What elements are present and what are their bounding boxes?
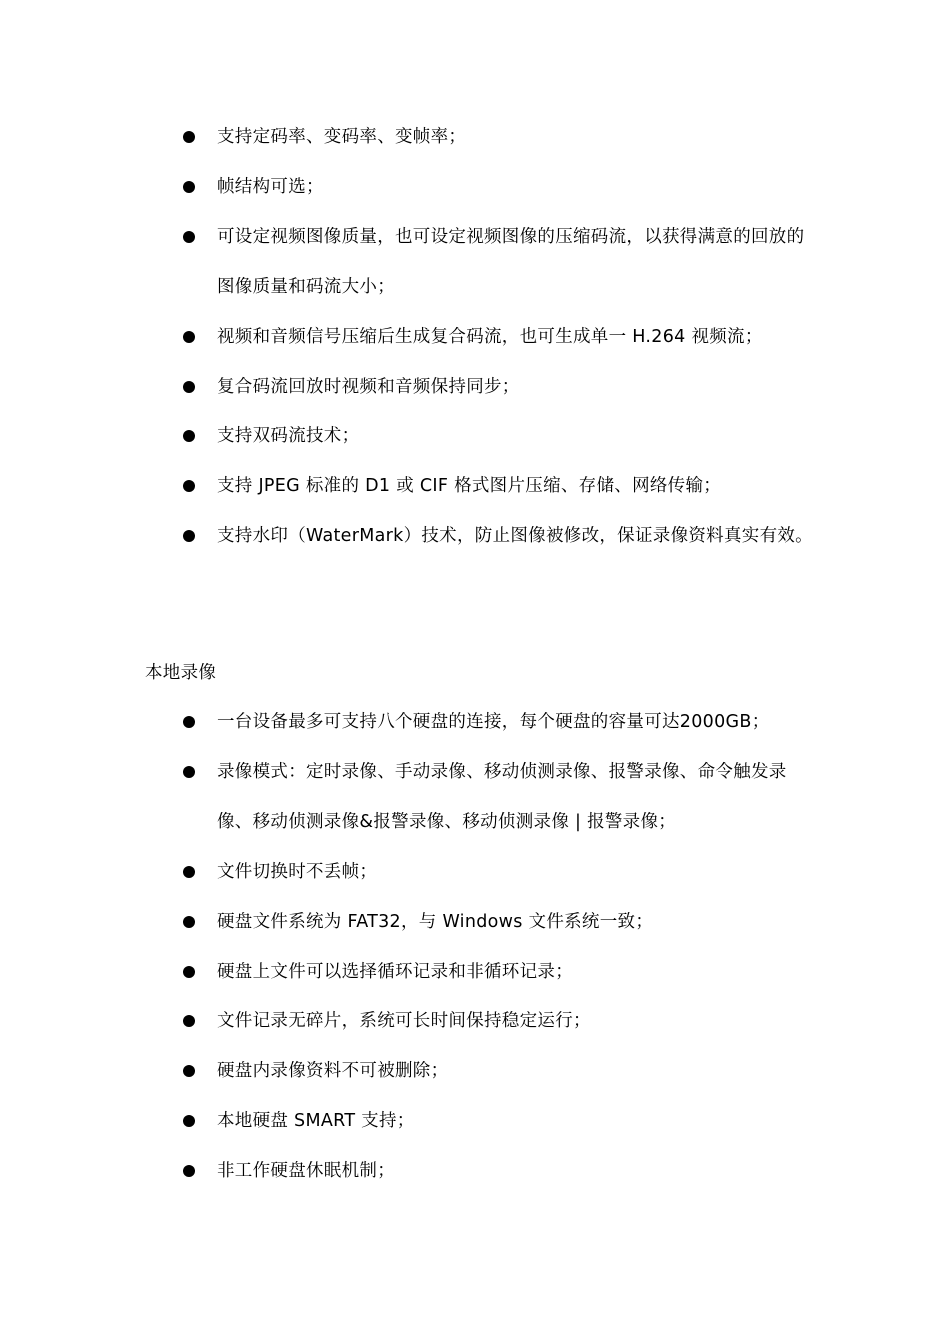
list-item-text: 支持水印（WaterMark）技术，防止图像被修改，保证录像资料真实有效。 bbox=[217, 526, 813, 547]
bullet-icon bbox=[183, 331, 195, 343]
bullet-icon bbox=[183, 916, 195, 928]
list-item bbox=[0, 997, 817, 1047]
list-item-text: 文件记录无碎片，系统可长时间保持稳定运行； bbox=[217, 1011, 591, 1032]
list-item bbox=[0, 313, 817, 363]
list-item-text: 本地硬盘 SMART 支持； bbox=[217, 1111, 415, 1132]
list-item-text: 支持定码率、变码率、变帧率； bbox=[217, 127, 467, 147]
list-item-text: 复合码流回放时视频和音频保持同步； bbox=[217, 376, 520, 397]
bullet-icon bbox=[183, 430, 195, 442]
list-item bbox=[0, 698, 817, 748]
bullet-icon bbox=[183, 181, 195, 193]
list-item-text: 文件切换时不丢帧； bbox=[217, 861, 378, 882]
list-item bbox=[0, 948, 817, 998]
bullet-icon bbox=[183, 866, 195, 878]
bullet-icon bbox=[183, 480, 195, 492]
list-item-text: 帧结构可选； bbox=[217, 176, 324, 197]
bullet-icon bbox=[183, 131, 195, 143]
list-item-text: 一台设备最多可支持八个硬盘的连接，每个硬盘的容量可达2000GB； bbox=[217, 712, 770, 732]
list-item-text: 可设定视频图像质量，也可设定视频图像的压缩码流，以获得满意的回放的图像质量和码流大小； bbox=[217, 226, 805, 297]
feature-list-local-recording bbox=[0, 698, 950, 1197]
list-item bbox=[0, 113, 817, 163]
bullet-icon bbox=[183, 1015, 195, 1027]
list-item-text: 硬盘文件系统为 FAT32，与 Windows 文件系统一致； bbox=[217, 911, 654, 932]
bullet-icon bbox=[183, 1065, 195, 1077]
list-item bbox=[0, 848, 817, 898]
list-item-text: 视频和音频信号压缩后生成复合码流，也可生成单一 H.264 视频流； bbox=[217, 326, 763, 347]
list-item bbox=[0, 1097, 817, 1147]
list-item bbox=[0, 898, 817, 948]
bullet-icon bbox=[183, 1165, 195, 1177]
list-item bbox=[0, 512, 817, 562]
section-heading: 本地录像 bbox=[145, 663, 217, 683]
list-item-text: 支持双码流技术； bbox=[217, 426, 360, 447]
list-item bbox=[0, 1047, 817, 1097]
list-item bbox=[0, 363, 817, 413]
bullet-icon bbox=[183, 1115, 195, 1127]
list-item bbox=[0, 412, 817, 462]
bullet-icon bbox=[183, 381, 195, 393]
list-item-text: 支持 JPEG 标准的 D1 或 CIF 格式图片压缩、存储、网络传输； bbox=[217, 476, 722, 497]
list-item bbox=[0, 213, 817, 313]
list-item bbox=[0, 748, 817, 848]
bullet-icon bbox=[183, 766, 195, 778]
list-item-text: 非工作硬盘休眠机制； bbox=[217, 1161, 395, 1182]
feature-list-compression bbox=[0, 113, 950, 562]
bullet-icon bbox=[183, 231, 195, 243]
bullet-icon bbox=[183, 966, 195, 978]
list-item-text: 硬盘内录像资料不可被删除； bbox=[217, 1061, 449, 1082]
bullet-icon bbox=[183, 716, 195, 728]
list-item bbox=[0, 1147, 817, 1197]
list-item bbox=[0, 163, 817, 213]
list-item-text: 硬盘上文件可以选择循环记录和非循环记录； bbox=[217, 961, 573, 982]
bullet-icon bbox=[183, 530, 195, 542]
list-item-text: 录像模式：定时录像、手动录像、移动侦测录像、报警录像、命令触发录像、移动侦测录像&报警录像、移动侦测录像 | 报警录像； bbox=[217, 761, 787, 832]
list-item bbox=[0, 462, 817, 512]
